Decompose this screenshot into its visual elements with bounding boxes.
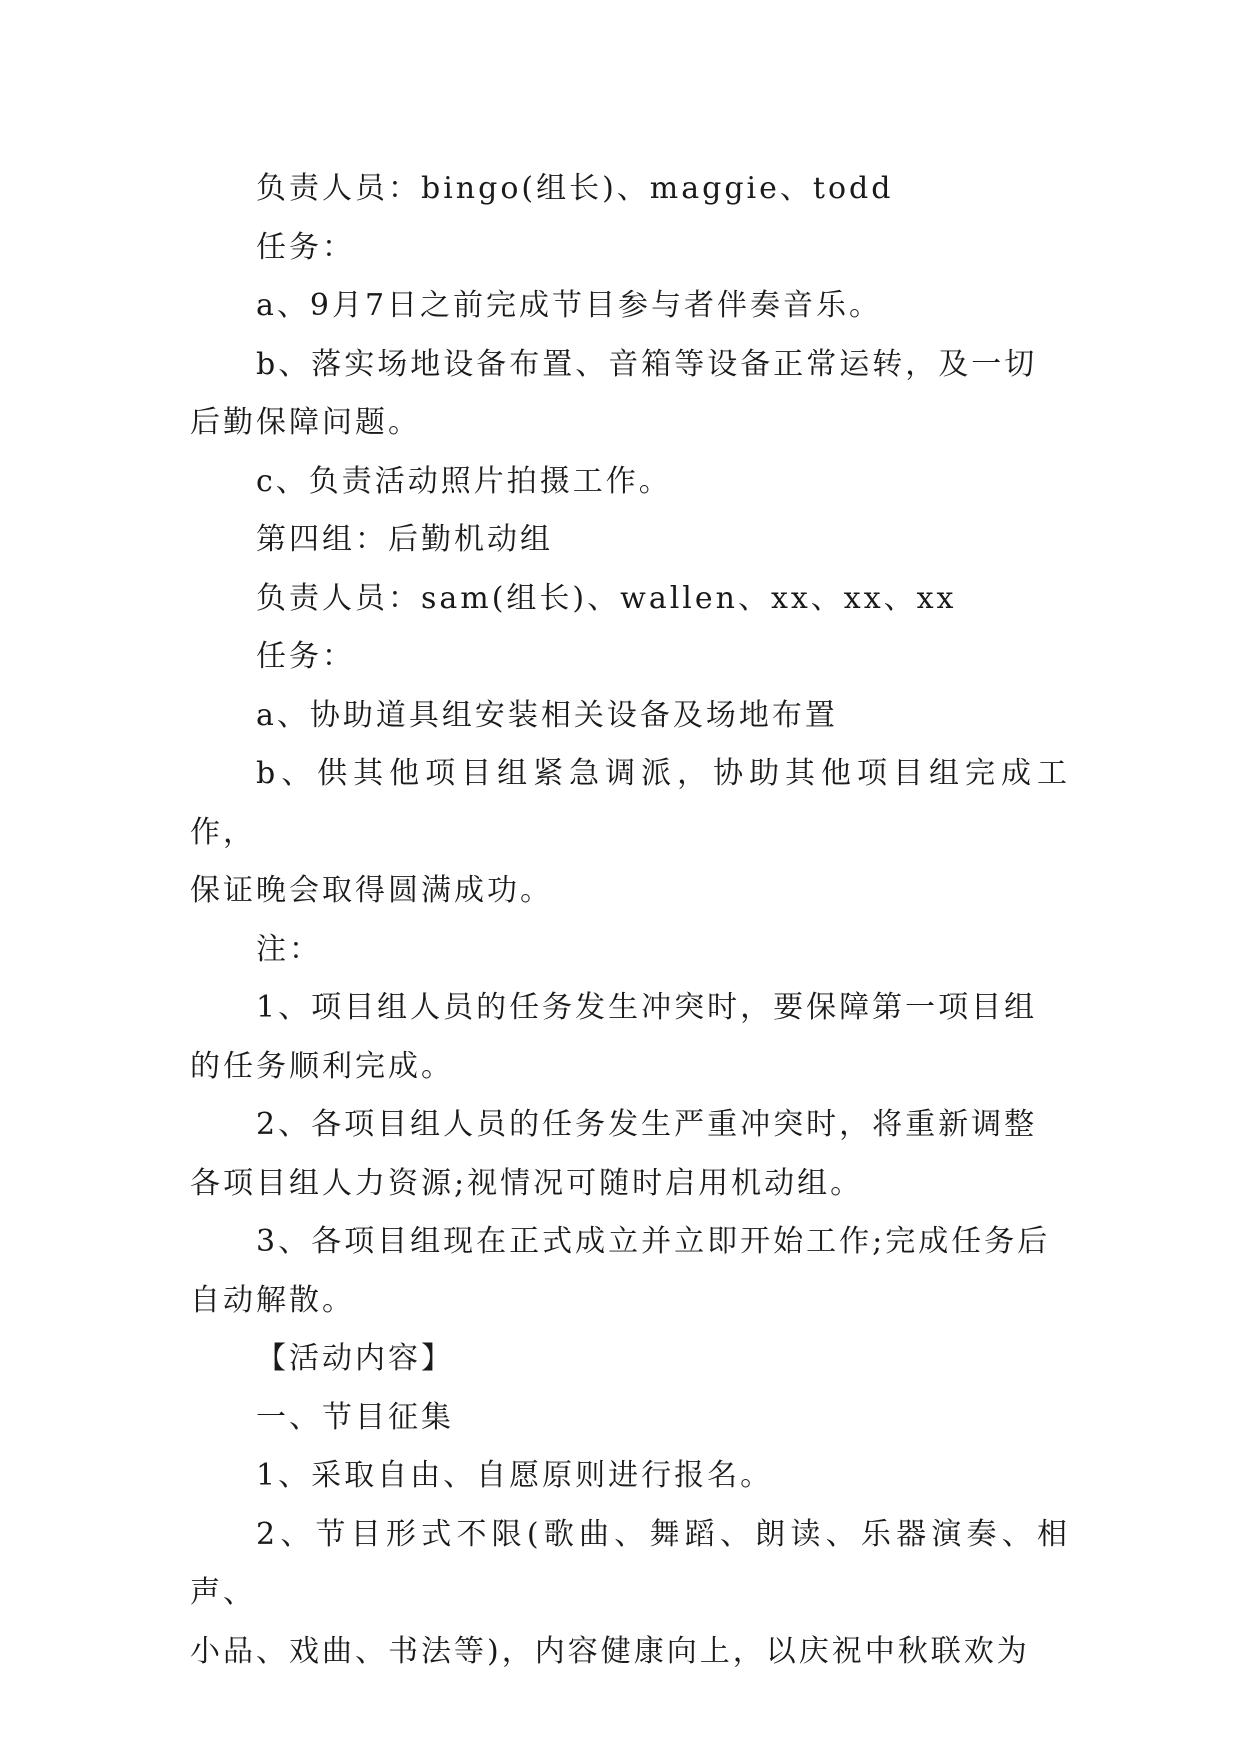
paragraph-line: 各项目组人力资源;视情况可随时启用机动组。 bbox=[190, 1165, 864, 1201]
paragraph-line: 1、采取自由、自愿原则进行报名。 bbox=[256, 1458, 774, 1493]
paragraph bbox=[190, 160, 1070, 219]
paragraph bbox=[190, 1389, 1070, 1448]
paragraph-line: 一、节目征集 bbox=[256, 1399, 454, 1435]
paragraph-line: 自动解散。 bbox=[190, 1282, 355, 1318]
paragraph-line: 2、节目形式不限(歌曲、舞蹈、朗读、乐器演奏、相声、 bbox=[190, 1516, 1070, 1610]
paragraph bbox=[190, 1213, 1070, 1330]
paragraph bbox=[190, 745, 1070, 921]
paragraph bbox=[190, 1096, 1070, 1213]
paragraph-line: 负责人员：bingo(组长)、maggie、todd bbox=[256, 171, 894, 206]
paragraph bbox=[190, 628, 1070, 687]
paragraph-line: 负责人员：sam(组长)、wallen、xx、xx、xx bbox=[256, 580, 957, 616]
paragraph bbox=[190, 1506, 1070, 1682]
paragraph-line: a、9月7日之前完成节目参与者伴奏音乐。 bbox=[256, 288, 883, 323]
paragraph bbox=[190, 687, 1070, 746]
paragraph-line: 注： bbox=[256, 931, 322, 967]
paragraph-line: 的任务顺利完成。 bbox=[190, 1048, 454, 1084]
paragraph-line: 任务： bbox=[256, 639, 355, 674]
paragraph bbox=[190, 219, 1070, 278]
paragraph-line: 3、各项目组现在正式成立并立即开始工作;完成任务后 bbox=[256, 1224, 1051, 1259]
paragraph-line: c、负责活动照片拍摄工作。 bbox=[256, 463, 672, 499]
document-body bbox=[190, 160, 1070, 1681]
paragraph-line: 【活动内容】 bbox=[256, 1341, 454, 1376]
paragraph-line: 2、各项目组人员的任务发生严重冲突时，将重新调整 bbox=[256, 1107, 1038, 1142]
paragraph-line: 保证晚会取得圆满成功。 bbox=[190, 873, 553, 908]
paragraph-line: a、协助道具组安装相关设备及场地布置 bbox=[256, 697, 838, 733]
paragraph bbox=[190, 336, 1070, 453]
paragraph bbox=[190, 921, 1070, 980]
paragraph bbox=[190, 570, 1070, 629]
paragraph bbox=[190, 511, 1070, 570]
paragraph bbox=[190, 979, 1070, 1096]
paragraph-line: 任务： bbox=[256, 229, 355, 265]
paragraph-line: b、供其他项目组紧急调派，协助其他项目组完成工作， bbox=[190, 756, 1070, 850]
paragraph-line: b、落实场地设备布置、音箱等设备正常运转，及一切 bbox=[256, 346, 1038, 382]
paragraph-line: 第四组：后勤机动组 bbox=[256, 522, 553, 557]
paragraph bbox=[190, 453, 1070, 512]
paragraph-line: 1、项目组人员的任务发生冲突时，要保障第一项目组 bbox=[256, 990, 1038, 1025]
paragraph bbox=[190, 277, 1070, 336]
paragraph-line: 小品、戏曲、书法等)，内容健康向上，以庆祝中秋联欢为 bbox=[190, 1633, 1030, 1669]
section-heading bbox=[190, 1330, 1070, 1389]
paragraph bbox=[190, 1447, 1070, 1506]
paragraph-line: 后勤保障问题。 bbox=[190, 405, 421, 440]
